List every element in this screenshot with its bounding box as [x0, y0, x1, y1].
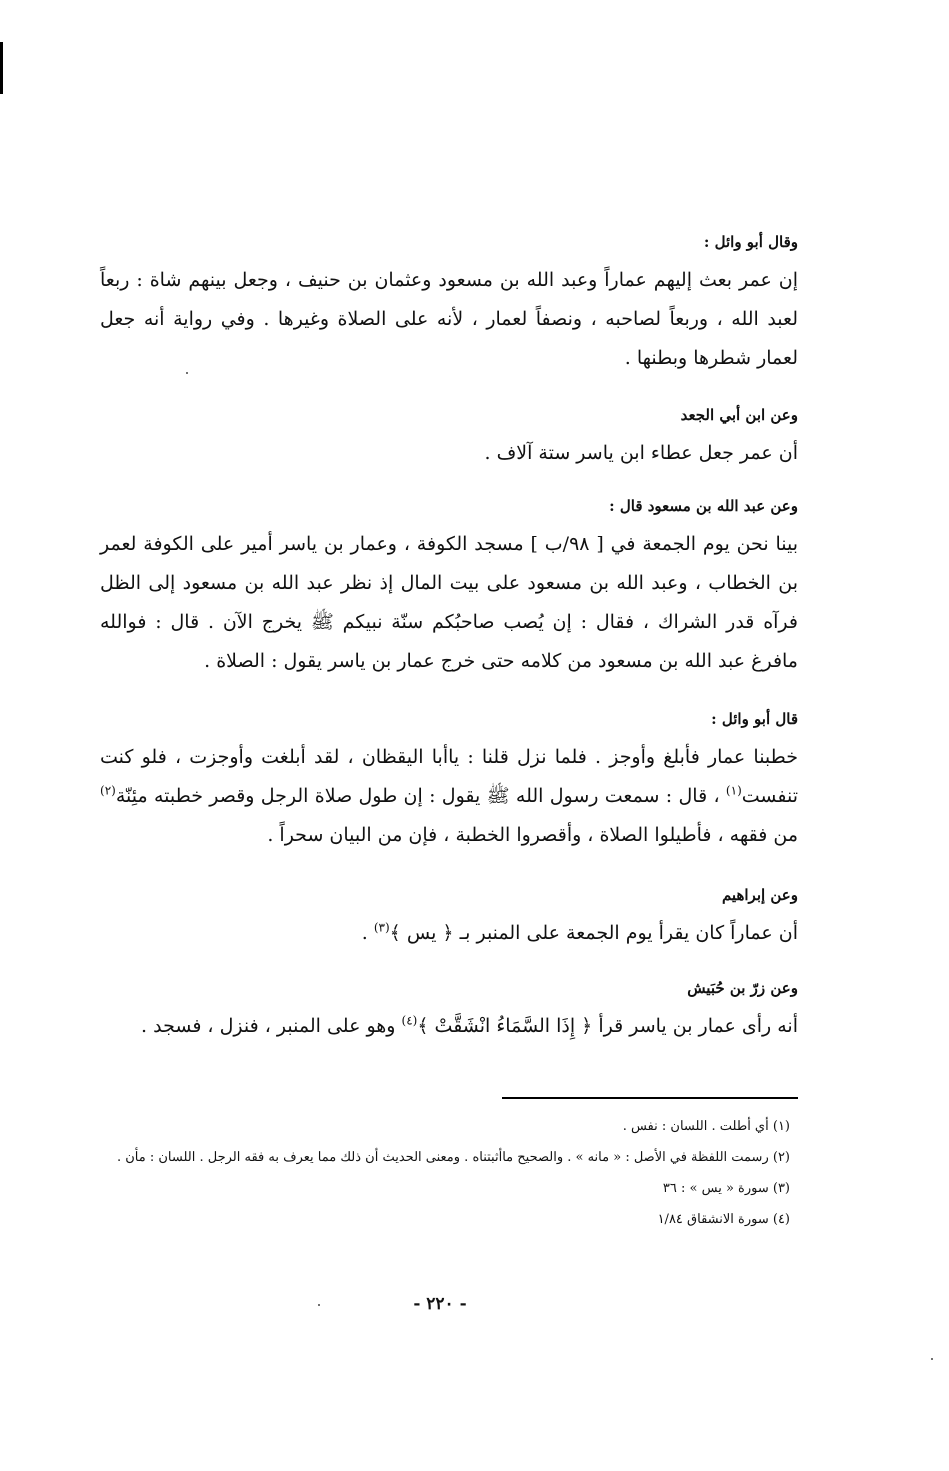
- section-4: [100, 708, 798, 855]
- section-text: أن عمر جعل عطاء ابن ياسر ستة آلاف .: [484, 442, 798, 464]
- section-3: [100, 495, 798, 681]
- section-heading: قال أبو وائل :: [711, 710, 798, 728]
- section-heading: وعن زرّ بن حُبَيش: [687, 979, 798, 997]
- page-number: - ٢٢٠ -: [413, 1294, 467, 1314]
- footnote-ref: (١): [725, 783, 742, 798]
- section-6: [100, 977, 798, 1046]
- footnote-ref: (٢): [100, 783, 116, 798]
- section-5: [100, 884, 798, 953]
- scan-speck: [318, 1304, 320, 1306]
- section-heading: وعن عبد الله بن مسعود قال :: [609, 497, 798, 515]
- section-text: [100, 1007, 798, 1046]
- footnote-ref: (٣): [373, 920, 390, 935]
- footnotes: [100, 1111, 790, 1235]
- text-part: أن عماراً كان يقرأ يوم الجمعة على المنبر بـ ﴿ يس ﴾: [389, 922, 798, 944]
- footnote: (٣) سورة « يس » : ٣٦: [662, 1181, 790, 1196]
- section-1: [100, 231, 798, 378]
- footnote: (١) أي أطلت . اللسان : نفس .: [622, 1119, 790, 1134]
- section-text: [100, 914, 798, 953]
- section-heading: وعن ابن أبي الجعد: [680, 406, 798, 424]
- text-part: أنه رأى عمار بن ياسر قرأ ﴿ إِذَا السَّمَاءُ انْشَقَّتْ ﴾: [417, 1015, 798, 1037]
- text-part: وهو على المنبر ، فنزل ، فسجد .: [141, 1015, 402, 1037]
- text-part: خطبنا عمار فأبلغ وأوجز . فلما نزل قلنا : ياأبا اليقظان ، لقد أبلغت وأوجزت ، فلو كنت تنفست: [100, 746, 798, 807]
- footnote-ref: (٤): [401, 1013, 418, 1028]
- text-part: ، قال : سمعت رسول الله ﷺ يقول : إن طول صلاة الرجل وقصر خطبته مئِنّة: [115, 785, 726, 807]
- scan-speck: [186, 372, 188, 374]
- section-text: [100, 738, 798, 855]
- section-heading: وقال أبو وائل :: [703, 233, 798, 251]
- scan-edge-mark: [0, 42, 3, 94]
- section-text: إن عمر بعث إليهم عماراً وعبد الله بن مسعود وعثمان بن حنيف ، وجعل بينهم شاة : ربعاً لعبد الله ، وربعاً لصاحبه ، ونصفاً لعمار ، لأنه على الصلاة وغيرها . وفي رواية أنه جعل لعمار شطرها وبطنها .: [100, 269, 798, 369]
- scan-speck: [931, 1358, 933, 1360]
- text-part: من فقهه ، فأطيلوا الصلاة ، وأقصروا الخطبة ، فإن من البيان سحراً .: [267, 824, 798, 846]
- section-2: [100, 404, 798, 473]
- text-part: .: [361, 922, 374, 944]
- section-heading: وعن إبراهيم: [721, 886, 798, 904]
- footnote: (٢) رسمت اللفظة في الأصل : « مانه » . والصحيح ماأثبتناه . ومعنى الحديث أن ذلك مما يعرف به فقه الرجل . اللسان : مأن .: [116, 1150, 790, 1165]
- section-text: بينا نحن يوم الجمعة في [ ٩٨/ب ] مسجد الكوفة ، وعمار بن ياسر أمير على الكوفة لعمر بن الخطاب ، وعبد الله بن مسعود على بيت المال إذ نظر عبد الله بن مسعود إلى الظل فرآه قدر الشراك ، فقال : إن يُصب صاحبُكم سنّة نبيكم ﷺ يخرج الآن . قال : فوالله مافرغ عبد الله بن مسعود من كلامه حتى خرج عمار بن ياسر يقول : الصلاة .: [100, 533, 798, 672]
- footnote-separator: [502, 1097, 798, 1099]
- footnote: (٤) سورة الانشقاق ١/٨٤: [657, 1212, 790, 1227]
